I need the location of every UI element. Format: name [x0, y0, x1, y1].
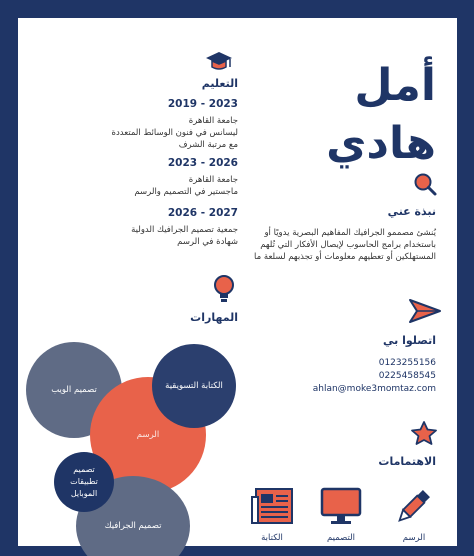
education-line: جامعة القاهرة [188, 175, 238, 185]
education-years: 2026 - 2027 [167, 207, 238, 219]
skill-label: تصميم الجرافيك [104, 521, 162, 531]
education-details [68, 115, 238, 151]
about-line: يُنشئ مصممو الجرافيك المفاهيم البصرية يدويًا أو [264, 228, 436, 238]
monitor-icon [320, 487, 362, 527]
paper-plane-icon [408, 296, 442, 326]
skill-label: الكتابة التسويقية [165, 381, 223, 391]
skill-label: الرسم [136, 430, 160, 440]
newspaper-icon [250, 487, 294, 527]
education-line: جمعية تصميم الجرافيك الدولية [131, 225, 238, 235]
education-entry [68, 207, 238, 248]
education-details [68, 174, 238, 198]
education-line: ليسانس في فنون الوسائط المتعددة [111, 128, 238, 138]
about-text [236, 227, 436, 263]
contact-details [256, 357, 436, 396]
frame-bottom [0, 546, 474, 556]
phone-2: 0225458545 [378, 371, 436, 381]
interest-label: الكتابة [261, 533, 283, 543]
skill-label: تصميم تطبيقات الموبايل [70, 465, 98, 498]
name-first: أمل [354, 60, 436, 111]
skill-circle [54, 452, 114, 512]
skill-label: تصميم الويب [51, 385, 97, 395]
frame-left [0, 0, 18, 556]
interest-label: التصميم [326, 533, 356, 543]
interests-heading: الاهتمامات [378, 455, 436, 468]
frame-top [0, 0, 474, 18]
education-line: جامعة القاهرة [188, 116, 238, 126]
skills-heading: المهارات [190, 311, 238, 324]
education-line: ماجستير في التصميم والرسم [134, 187, 238, 197]
frame-right [457, 0, 474, 556]
skill-circle [152, 344, 236, 428]
about-line: باستخدام برامج الحاسوب لإيصال الأفكار التي تُلهم [260, 240, 436, 250]
name-last: هادي [326, 118, 436, 169]
about-line: المستهلكين أو تعطيهم معلومات أو تجذبهم لسلعة ما [254, 252, 436, 262]
graduation-cap-icon [204, 50, 234, 74]
interest-label: الرسم [402, 533, 426, 543]
education-heading: التعليم [201, 77, 238, 90]
contact-heading: اتصلوا بي [383, 334, 436, 347]
magnifier-icon [410, 172, 440, 198]
about-heading: نبذة عني [387, 205, 436, 218]
education-entry [68, 98, 238, 151]
star-icon [410, 420, 438, 446]
education-line: شهادة في الرسم [177, 237, 238, 247]
pencil-icon [392, 486, 434, 528]
education-entry [68, 157, 238, 198]
education-years: 2019 - 2023 [167, 98, 238, 110]
email: ahlan@moke3momtaz.com [312, 384, 436, 394]
education-years: 2023 - 2026 [167, 157, 238, 169]
education-details [68, 224, 238, 248]
education-line: مع مرتبة الشرف [178, 140, 238, 150]
lightbulb-icon [212, 274, 236, 304]
phone-1: 0123255156 [378, 358, 436, 368]
